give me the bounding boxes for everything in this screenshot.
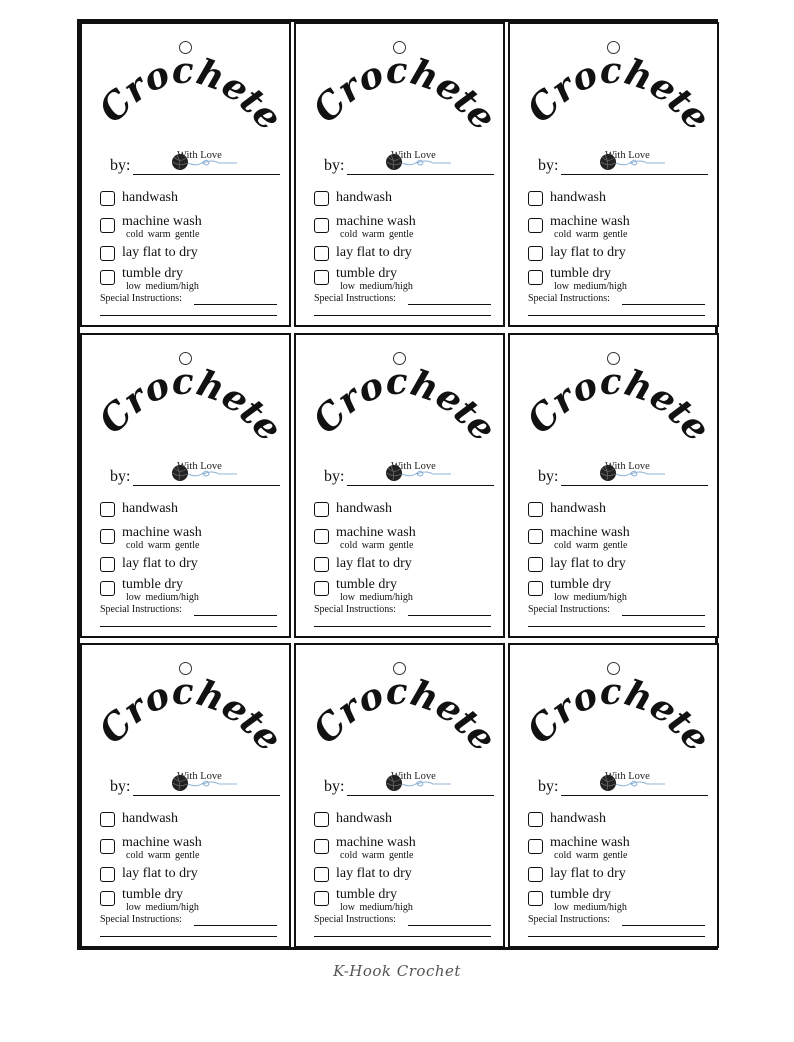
special-label: Special Instructions: <box>528 604 610 615</box>
option-sublabel: low medium/high <box>340 281 413 292</box>
option-label: lay flat to dry <box>122 866 198 881</box>
option-label: tumble dry <box>550 266 612 281</box>
option-label: lay flat to dry <box>336 245 412 260</box>
logo-title: Crocheted <box>298 26 505 139</box>
special-line[interactable] <box>194 615 277 616</box>
special-line[interactable] <box>314 626 491 627</box>
option-label: lay flat to dry <box>336 556 412 571</box>
hang-tag <box>294 643 505 948</box>
option-label: lay flat to dry <box>122 556 198 571</box>
checkbox[interactable] <box>100 581 115 596</box>
option-sublabel: low medium/high <box>340 902 413 913</box>
option-label: machine wash <box>336 835 416 850</box>
maker-line[interactable] <box>561 174 708 175</box>
maker-field <box>110 778 280 798</box>
special-line[interactable] <box>314 315 491 316</box>
option-label: machine wash <box>550 214 630 229</box>
checkbox[interactable] <box>528 557 543 572</box>
option-label: machine wash <box>336 214 416 229</box>
option-sublabel: cold warm gentle <box>340 850 414 861</box>
checkbox[interactable] <box>314 812 329 827</box>
checkbox[interactable] <box>528 812 543 827</box>
option-label: handwash <box>122 811 178 826</box>
hang-tag <box>80 22 291 327</box>
logo <box>298 26 505 169</box>
maker-field <box>324 778 494 798</box>
hang-tag <box>294 333 505 638</box>
logo <box>512 26 719 169</box>
option-label: lay flat to dry <box>550 556 626 571</box>
option-sublabel: cold warm gentle <box>126 850 200 861</box>
checkbox[interactable] <box>100 557 115 572</box>
maker-line[interactable] <box>561 795 708 796</box>
by-label: by: <box>538 468 559 485</box>
logo-title: Crocheted <box>84 26 291 139</box>
option-label: tumble dry <box>550 887 612 902</box>
maker-line[interactable] <box>347 174 494 175</box>
logo-title: Crocheted <box>84 647 291 760</box>
option-sublabel: low medium/high <box>340 592 413 603</box>
special-line[interactable] <box>100 626 277 627</box>
option-sublabel: cold warm gentle <box>554 229 628 240</box>
checkbox[interactable] <box>100 502 115 517</box>
checkbox[interactable] <box>100 891 115 906</box>
maker-line[interactable] <box>133 174 280 175</box>
signature: K-Hook Crochet <box>333 962 461 980</box>
option-label: tumble dry <box>336 577 398 592</box>
option-label: machine wash <box>122 214 202 229</box>
logo <box>84 26 291 169</box>
option-label: lay flat to dry <box>550 866 626 881</box>
by-label: by: <box>110 468 131 485</box>
logo-title: Crocheted <box>512 647 719 760</box>
option-sublabel: low medium/high <box>554 902 627 913</box>
option-label: tumble dry <box>336 266 398 281</box>
checkbox[interactable] <box>314 557 329 572</box>
logo-title: Crocheted <box>298 647 505 760</box>
special-label: Special Instructions: <box>528 914 610 925</box>
option-sublabel: cold warm gentle <box>126 540 200 551</box>
checkbox[interactable] <box>528 218 543 233</box>
option-sublabel: cold warm gentle <box>554 850 628 861</box>
maker-field <box>110 157 280 177</box>
special-line[interactable] <box>314 936 491 937</box>
maker-field <box>110 468 280 488</box>
special-line[interactable] <box>194 304 277 305</box>
checkbox[interactable] <box>528 529 543 544</box>
logo <box>298 337 505 480</box>
option-sublabel: cold warm gentle <box>340 540 414 551</box>
checkbox[interactable] <box>100 191 115 206</box>
checkbox[interactable] <box>314 270 329 285</box>
option-label: handwash <box>122 501 178 516</box>
option-label: machine wash <box>336 525 416 540</box>
maker-line[interactable] <box>133 795 280 796</box>
by-label: by: <box>324 468 345 485</box>
maker-field <box>538 778 708 798</box>
special-label: Special Instructions: <box>314 293 396 304</box>
logo-subtitle: With Love <box>391 771 436 782</box>
by-label: by: <box>110 778 131 795</box>
checkbox[interactable] <box>314 867 329 882</box>
hang-tag <box>294 22 505 327</box>
checkbox[interactable] <box>100 218 115 233</box>
by-label: by: <box>110 157 131 174</box>
checkbox[interactable] <box>528 502 543 517</box>
option-label: handwash <box>550 811 606 826</box>
checkbox[interactable] <box>314 581 329 596</box>
logo-subtitle: With Love <box>391 461 436 472</box>
logo <box>84 647 291 790</box>
special-line[interactable] <box>528 315 705 316</box>
option-sublabel: cold warm gentle <box>554 540 628 551</box>
checkbox[interactable] <box>528 891 543 906</box>
maker-line[interactable] <box>561 485 708 486</box>
special-line[interactable] <box>622 925 705 926</box>
logo-subtitle: With Love <box>605 461 650 472</box>
option-label: machine wash <box>550 525 630 540</box>
option-sublabel: low medium/high <box>126 902 199 913</box>
checkbox[interactable] <box>528 839 543 854</box>
checkbox[interactable] <box>314 218 329 233</box>
option-label: lay flat to dry <box>550 245 626 260</box>
maker-line[interactable] <box>347 795 494 796</box>
option-label: tumble dry <box>336 887 398 902</box>
logo-subtitle: With Love <box>391 150 436 161</box>
option-label: tumble dry <box>122 887 184 902</box>
special-line[interactable] <box>408 615 491 616</box>
option-label: handwash <box>336 501 392 516</box>
checkbox[interactable] <box>100 867 115 882</box>
option-label: handwash <box>336 811 392 826</box>
option-label: tumble dry <box>550 577 612 592</box>
option-sublabel: low medium/high <box>554 592 627 603</box>
logo-title: Crocheted <box>512 26 719 139</box>
special-label: Special Instructions: <box>314 604 396 615</box>
option-label: machine wash <box>550 835 630 850</box>
special-line[interactable] <box>528 626 705 627</box>
hang-tag <box>508 22 719 327</box>
hang-tag <box>80 333 291 638</box>
checkbox[interactable] <box>100 529 115 544</box>
logo <box>512 337 719 480</box>
special-label: Special Instructions: <box>314 914 396 925</box>
checkbox[interactable] <box>314 191 329 206</box>
maker-field <box>538 468 708 488</box>
checkbox[interactable] <box>100 270 115 285</box>
checkbox[interactable] <box>528 867 543 882</box>
logo <box>84 337 291 480</box>
by-label: by: <box>538 778 559 795</box>
logo-subtitle: With Love <box>605 771 650 782</box>
option-sublabel: low medium/high <box>126 281 199 292</box>
special-label: Special Instructions: <box>100 293 182 304</box>
special-line[interactable] <box>622 304 705 305</box>
option-label: handwash <box>550 501 606 516</box>
logo-title: Crocheted <box>512 337 719 450</box>
maker-line[interactable] <box>347 485 494 486</box>
special-line[interactable] <box>100 936 277 937</box>
logo-title: Crocheted <box>84 337 291 450</box>
checkbox[interactable] <box>528 270 543 285</box>
option-label: handwash <box>336 190 392 205</box>
checkbox[interactable] <box>314 839 329 854</box>
special-label: Special Instructions: <box>528 293 610 304</box>
logo <box>298 647 505 790</box>
hang-tag <box>508 643 719 948</box>
checkbox[interactable] <box>100 839 115 854</box>
option-sublabel: low medium/high <box>554 281 627 292</box>
by-label: by: <box>324 157 345 174</box>
logo-subtitle: With Love <box>177 771 222 782</box>
special-line[interactable] <box>194 925 277 926</box>
maker-line[interactable] <box>133 485 280 486</box>
special-label: Special Instructions: <box>100 604 182 615</box>
tag-sheet <box>77 19 718 950</box>
option-label: handwash <box>550 190 606 205</box>
option-label: lay flat to dry <box>122 245 198 260</box>
special-line[interactable] <box>408 304 491 305</box>
special-line[interactable] <box>100 315 277 316</box>
maker-field <box>324 468 494 488</box>
by-label: by: <box>324 778 345 795</box>
checkbox[interactable] <box>528 191 543 206</box>
checkbox[interactable] <box>100 246 115 261</box>
logo-title: Crocheted <box>298 337 505 450</box>
option-label: tumble dry <box>122 266 184 281</box>
option-sublabel: cold warm gentle <box>126 229 200 240</box>
by-label: by: <box>538 157 559 174</box>
option-label: lay flat to dry <box>336 866 412 881</box>
checkbox[interactable] <box>314 246 329 261</box>
maker-field <box>538 157 708 177</box>
hang-tag <box>508 333 719 638</box>
option-label: tumble dry <box>122 577 184 592</box>
checkbox[interactable] <box>528 246 543 261</box>
maker-field <box>324 157 494 177</box>
checkbox[interactable] <box>314 529 329 544</box>
option-sublabel: low medium/high <box>126 592 199 603</box>
special-line[interactable] <box>622 615 705 616</box>
logo-subtitle: With Love <box>177 461 222 472</box>
option-label: machine wash <box>122 525 202 540</box>
logo-subtitle: With Love <box>177 150 222 161</box>
checkbox[interactable] <box>100 812 115 827</box>
checkbox[interactable] <box>314 502 329 517</box>
hang-tag <box>80 643 291 948</box>
special-line[interactable] <box>408 925 491 926</box>
checkbox[interactable] <box>528 581 543 596</box>
special-label: Special Instructions: <box>100 914 182 925</box>
option-label: machine wash <box>122 835 202 850</box>
option-label: handwash <box>122 190 178 205</box>
checkbox[interactable] <box>314 891 329 906</box>
logo <box>512 647 719 790</box>
logo-subtitle: With Love <box>605 150 650 161</box>
option-sublabel: cold warm gentle <box>340 229 414 240</box>
special-line[interactable] <box>528 936 705 937</box>
